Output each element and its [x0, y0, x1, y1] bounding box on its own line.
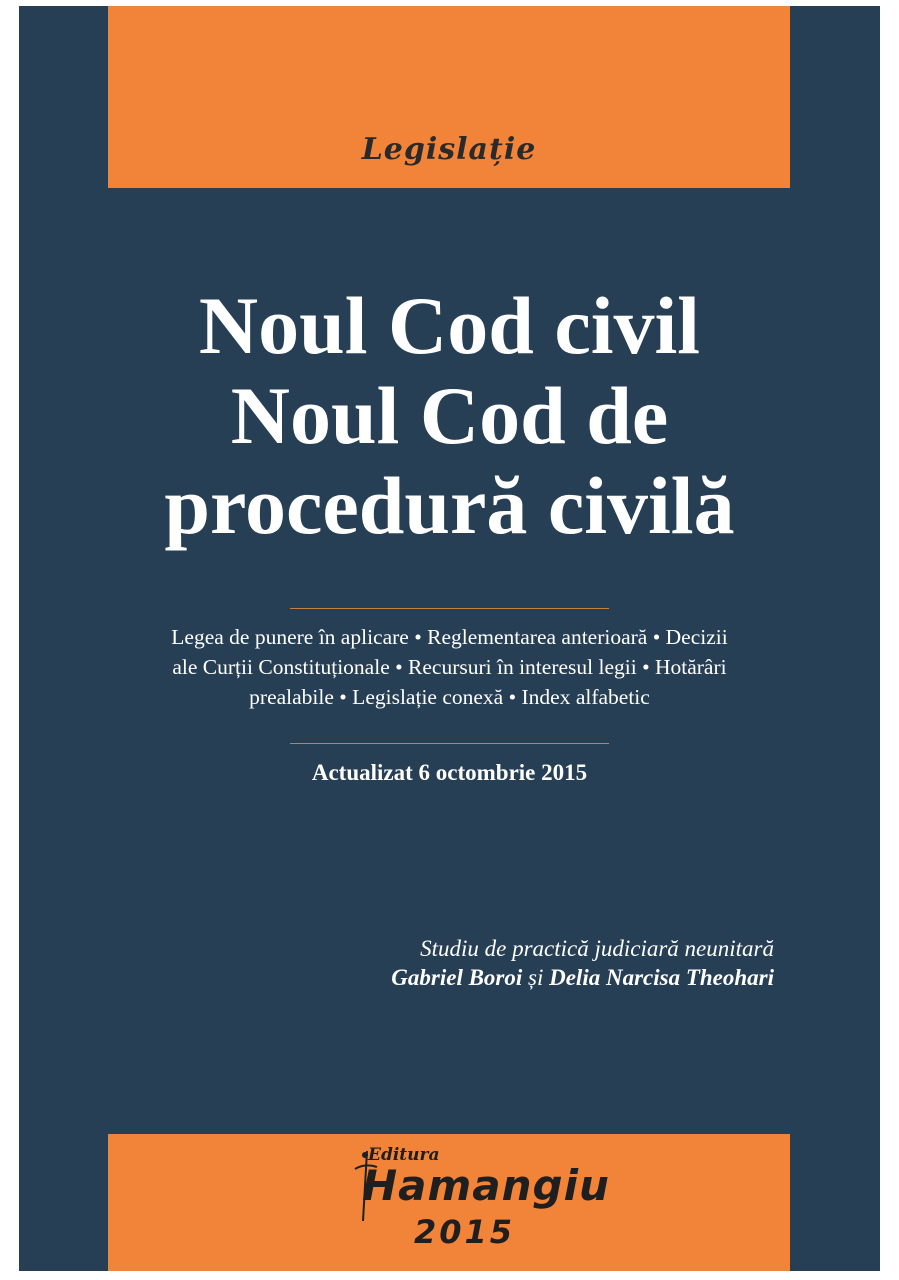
authors-block: [391, 934, 774, 992]
publication-year: 2015: [414, 1213, 516, 1251]
update-date: Actualizat 6 octombrie 2015: [311, 760, 588, 785]
contents-subtitle: [89, 622, 810, 712]
series-label: Legislație: [361, 132, 537, 167]
author-line: [391, 963, 774, 992]
divider-bottom: [290, 743, 609, 744]
publisher-logo: [350, 1139, 610, 1259]
top-orange-band: [108, 6, 790, 188]
publisher-name: Hamangiu: [362, 1161, 610, 1210]
study-note: Studiu de practică judiciară neunitară: [420, 936, 774, 961]
book-cover: [19, 6, 880, 1271]
author-1: Gabriel Boroi: [391, 965, 523, 990]
author-conjunction: și: [528, 965, 544, 990]
title-line-3: procedură civilă: [164, 460, 735, 551]
book-title: [19, 281, 880, 551]
title-line-1: Noul Cod civil: [198, 280, 701, 371]
bottom-orange-band: [108, 1134, 790, 1271]
title-line-2: Noul Cod de: [230, 370, 669, 461]
subtitle-line-3: prealabile • Legislație conexă • Index alfabetic: [249, 685, 650, 709]
subtitle-line-2: ale Curții Constituționale • Recursuri în interesul legii • Hotărâri: [172, 655, 727, 679]
subtitle-line-1: Legea de punere în aplicare • Reglementarea anterioară • Decizii: [171, 625, 728, 649]
author-2: Delia Narcisa Theohari: [549, 965, 774, 990]
divider-top: [290, 608, 609, 609]
publisher-prefix: Editura: [368, 1145, 440, 1165]
